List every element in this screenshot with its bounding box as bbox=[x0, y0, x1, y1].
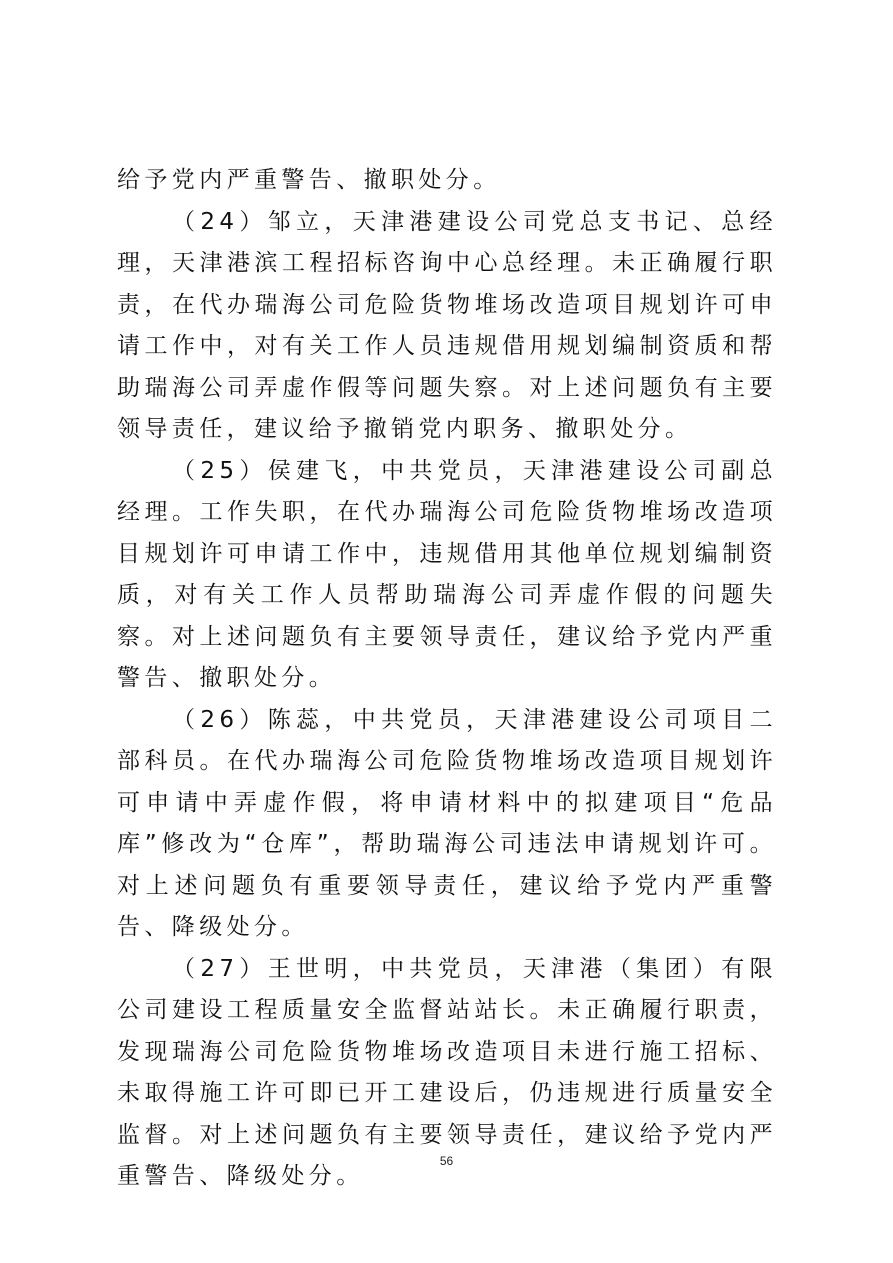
paragraph-item-24: （24）邹立，天津港建设公司党总支书记、总经理，天津港滨工程招标咨询中心总经理。未正确履行职责，在代办瑞海公司危险货物堆场改造项目规划许可申请工作中，对有关工作人员违规借用规划编制资质和帮助瑞海公司弄虚作假等问题失察。对上述问题负有主要领导责任，建议给予撤销党内职务、撤职处分。 bbox=[117, 208, 777, 442]
page-number: 56 bbox=[439, 1154, 454, 1168]
paragraph-continuation: 给予党内严重警告、撤职处分。 bbox=[117, 167, 501, 193]
paragraph-item-25: （25）侯建飞，中共党员，天津港建设公司副总经理。工作失职，在代办瑞海公司危险货物堆场改造项目规划许可申请工作中，违规借用其他单位规划编制资质，对有关工作人员帮助瑞海公司弄虚作假的问题失察。对上述问题负有主要领导责任，建议给予党内严重警告、撤职处分。 bbox=[117, 457, 777, 691]
paragraph-item-26: （26）陈蕊，中共党员，天津港建设公司项目二部科员。在代办瑞海公司危险货物堆场改造项目规划许可申请中弄虚作假，将申请材料中的拟建项目“危品库”修改为“仓库”，帮助瑞海公司违法申请规划许可。对上述问题负有重要领导责任，建议给予党内严重警告、降级处分。 bbox=[117, 706, 777, 940]
paragraph-item-27: （27）王世明，中共党员，天津港（集团）有限公司建设工程质量安全监督站站长。未正确履行职责，发现瑞海公司危险货物堆场改造项目未进行施工招标、未取得施工许可即已开工建设后，仍违规进行质量安全监督。对上述问题负有主要领导责任，建议给予党内严重警告、降级处分。 bbox=[117, 955, 777, 1189]
body-text bbox=[117, 160, 777, 1198]
